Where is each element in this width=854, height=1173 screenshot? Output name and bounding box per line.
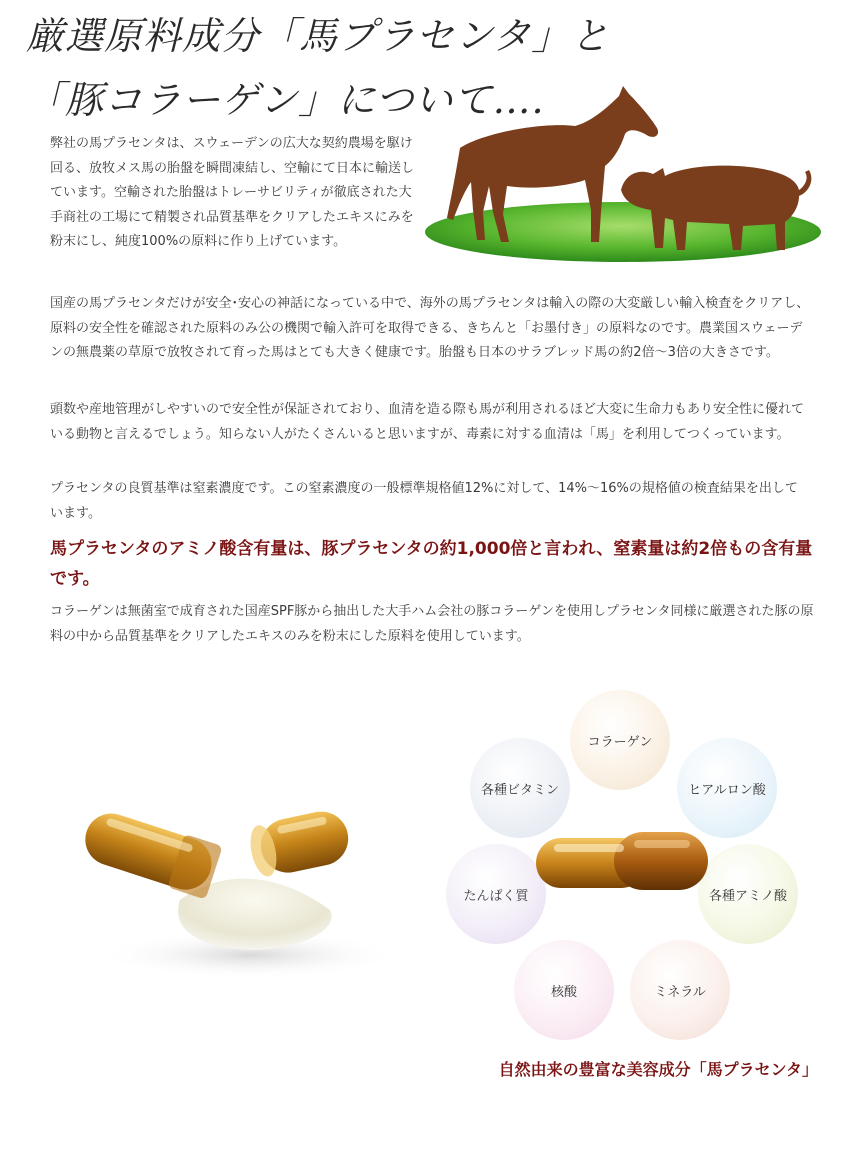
minerals-bubble: [630, 940, 730, 1040]
nucleic-acid-label: 核酸: [550, 984, 577, 1000]
capsule-left-half: [78, 805, 223, 900]
title-line-1: 厳選原料成分「馬プラセンタ」と: [26, 14, 610, 58]
amino-acid-highlight: 馬プラセンタのアミノ酸含有量は、豚プラセンタの約1,000倍と言われ、窒素量は約2倍もの含有量です。: [50, 539, 813, 589]
protein-bubble: [446, 844, 546, 944]
protein-label: たんぱく質: [463, 888, 529, 904]
capsule-icon: [534, 828, 710, 894]
vitamins-label: 各種ビタミン: [480, 782, 559, 798]
ingredients-caption: 自然由来の豊富な美容成分「馬プラセンタ」: [498, 1060, 818, 1079]
collagen-label: コラーゲン: [587, 734, 653, 750]
collagen-paragraph: コラーゲンは無菌室で成育された国産SPF豚から抽出した大手ハム会社の豚コラーゲンを使用しプラセンタ同様に厳選された豚の原料の中から品質基準をクリアしたエキスのみを粉末にした原料を使用しています。: [50, 604, 814, 644]
nitrogen-standard-paragraph: プラセンタの良質基準は窒素濃度です。この窒素濃度の一般標準規格値12%に対して、14%～16%の規格値の検査結果を出しています。: [50, 481, 798, 521]
nucleic-acid-bubble: [514, 940, 614, 1040]
hyaluronic-acid-label: ヒアルロン酸: [688, 782, 766, 798]
serum-paragraph: 頭数や産地管理がしやすいので安全性が保証されており、血清を造る際も馬が利用されるほど大変に生命力もあり安全性に優れている動物と言えるでしょう。知らない人がたくさんいると思いますが、毒素に対する血清は「馬」を利用してつくっています。: [50, 402, 805, 442]
hyaluronic-acid-bubble: [677, 738, 777, 838]
open-capsule-with-powder: [70, 780, 390, 980]
capsule-right-half: [246, 807, 353, 880]
collagen-bubble: [570, 690, 670, 790]
amino-acids-bubble: [698, 844, 798, 944]
amino-acids-label: 各種アミノ酸: [708, 888, 787, 904]
horse-and-pig-illustration: [425, 82, 825, 262]
title-line-2: 「豚コラーゲン」について….: [26, 78, 545, 122]
vitamins-bubble: [470, 738, 570, 838]
minerals-label: ミネラル: [654, 984, 706, 1000]
intro-paragraph: 弊社の馬プラセンタは、スウェーデンの広大な契約農場を駆け回る、放牧メス馬の胎盤を瞬間凍結し、空輸にて日本に輸送しています。空輸された胎盤はトレーサビリティが徹底された大手商社の工場にて精製され品質基準をクリアしたエキスにみを粉末にし、純度100%の原料に作り上げています。: [50, 136, 415, 249]
import-safety-paragraph: 国産の馬プラセンタだけが安全･安心の神話になっている中で、海外の馬プラセンタは輸入の際の大変厳しい輸入検査をクリアし、原料の安全性を確認された原料のみ公の機関で輸入許可を取得できる、きちんと「お墨付き」の原料なのです。農業国スウェーデンの無農薬の草原で放牧されて育った馬はとても大きく健康です。胎盤も日本のサラブレッド馬の約2倍～3倍の大きさです。: [50, 296, 810, 360]
